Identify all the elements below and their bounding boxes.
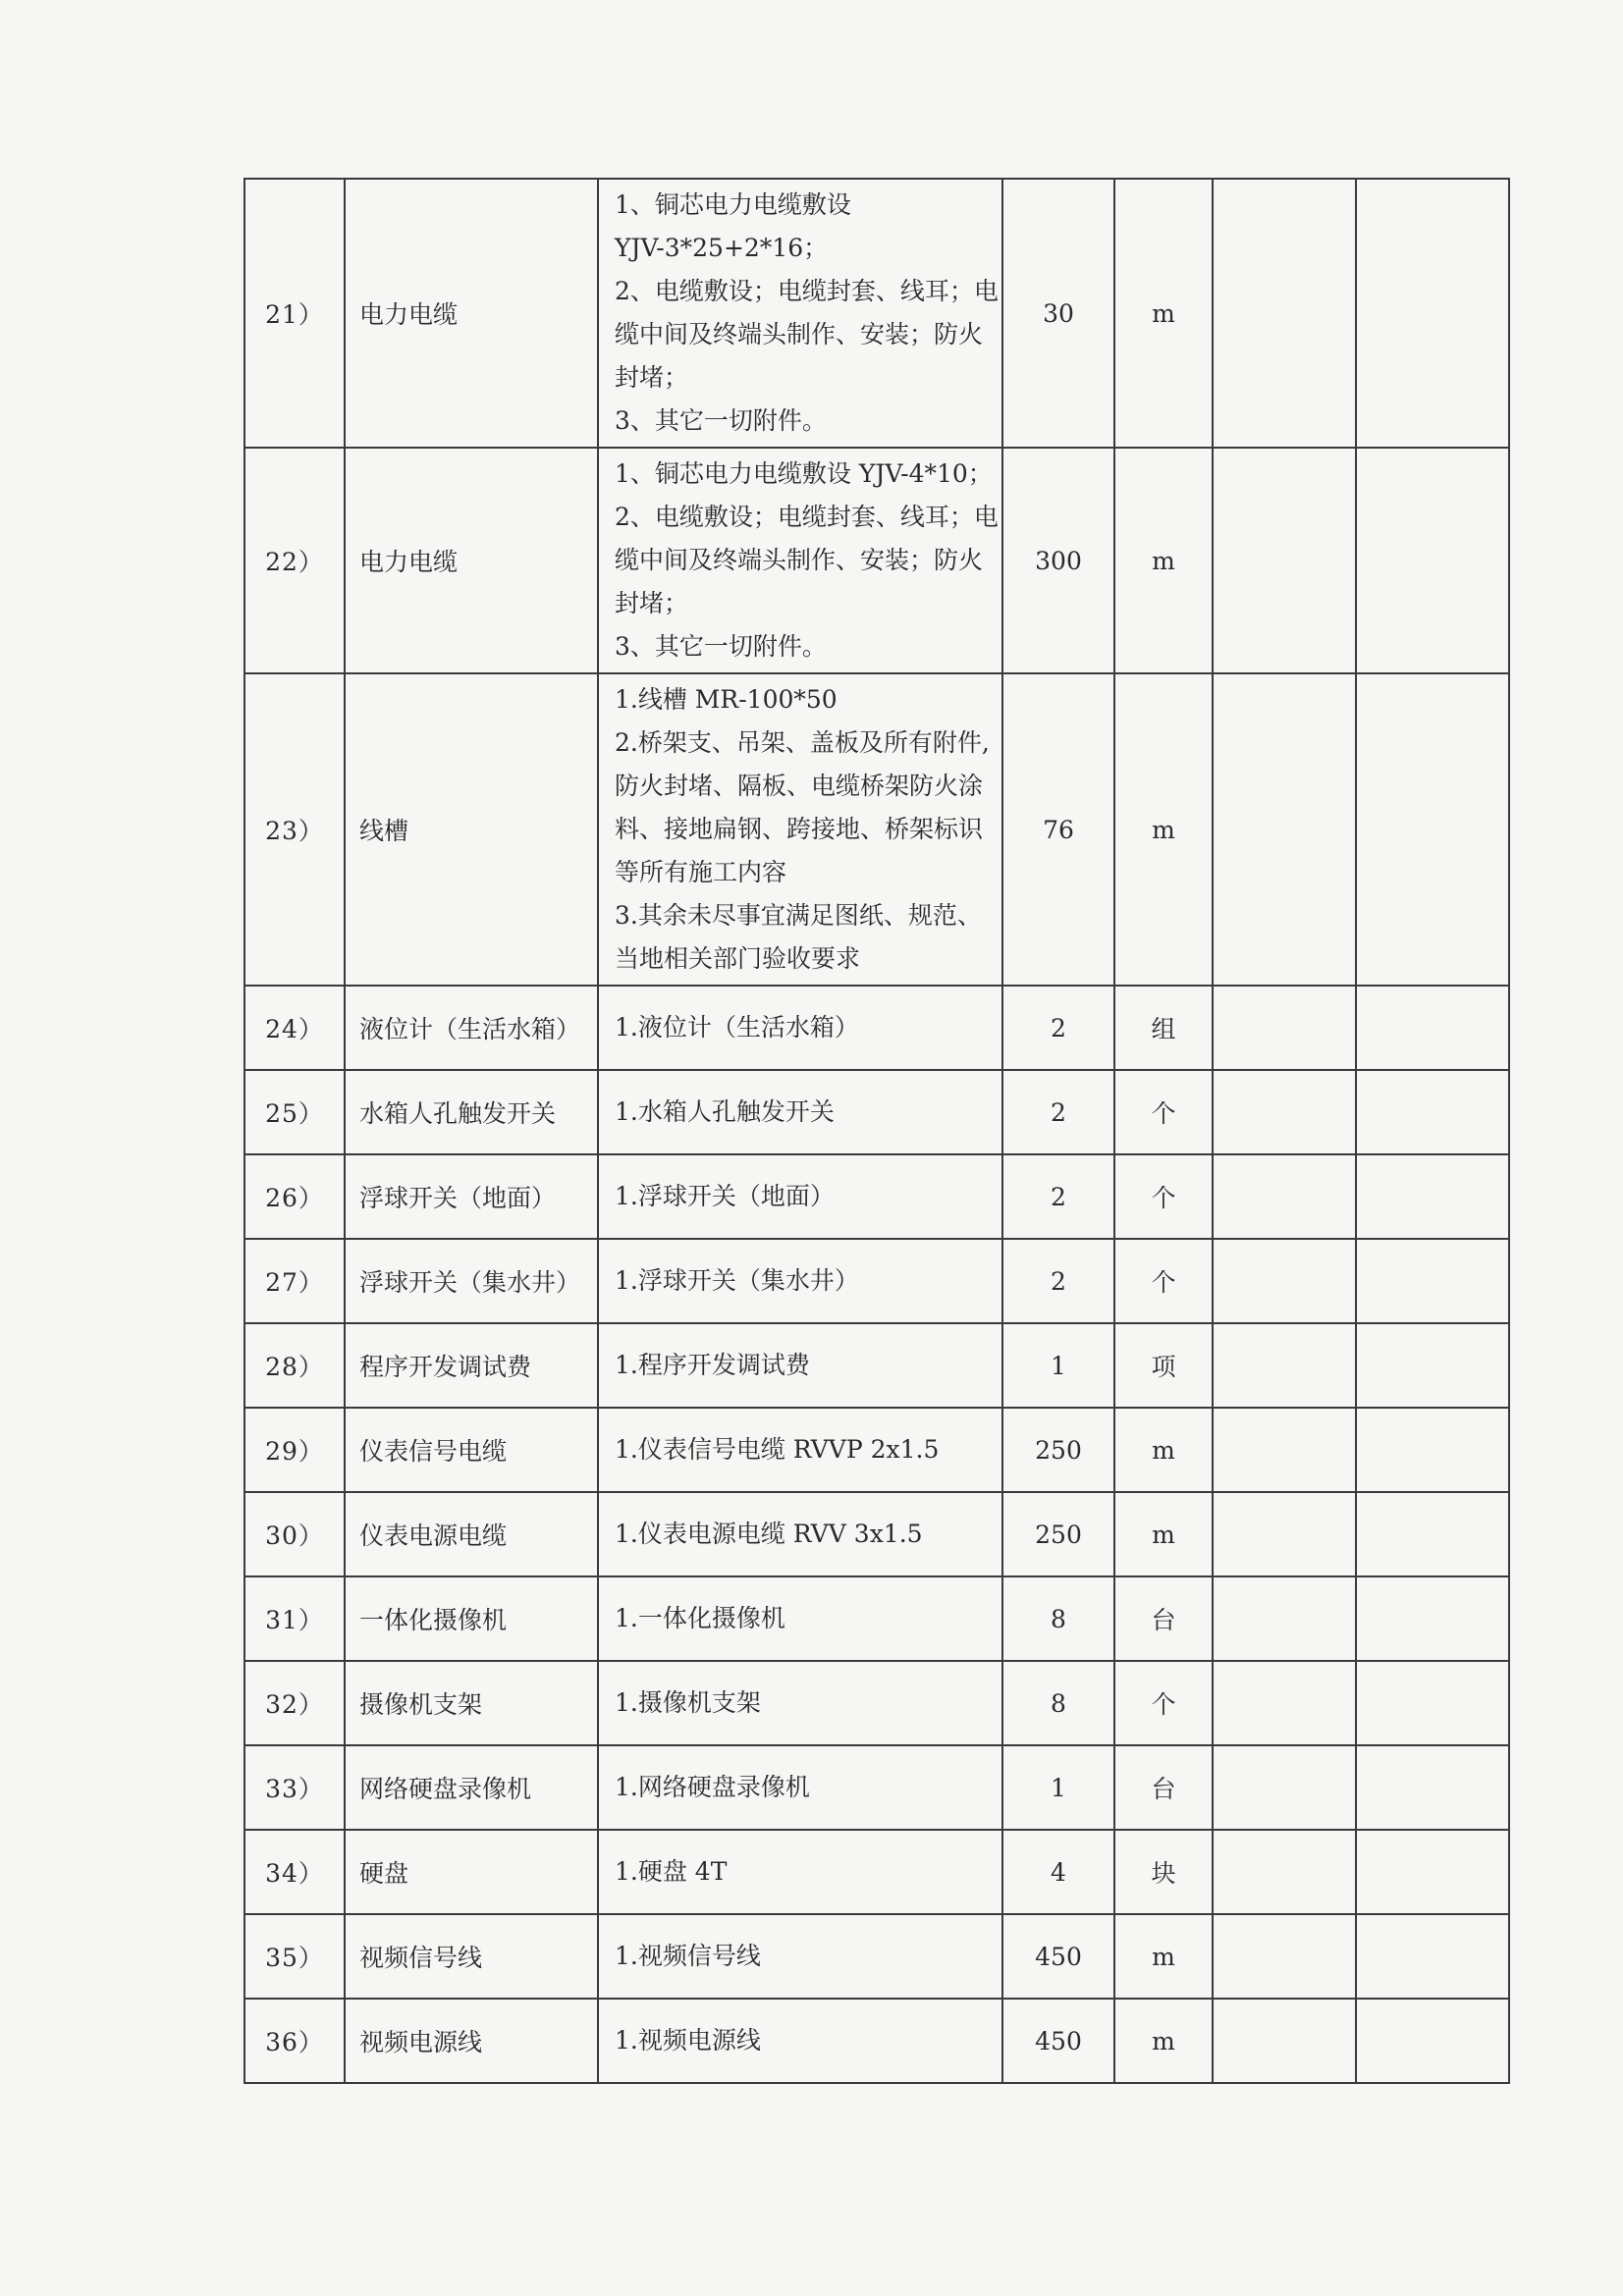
total-price-cell	[1356, 986, 1509, 1070]
quantity-cell: 2	[1002, 1239, 1114, 1323]
item-name-cell: 一体化摄像机	[345, 1576, 598, 1661]
table-row	[244, 1239, 1509, 1323]
item-name-cell: 电力电缆	[345, 448, 598, 673]
item-description-cell	[598, 448, 1002, 673]
table-row	[244, 448, 1509, 673]
quantity-cell: 2	[1002, 1070, 1114, 1154]
unit-price-cell	[1213, 986, 1356, 1070]
item-name-cell: 液位计（生活水箱）	[345, 986, 598, 1070]
description-line: 缆中间及终端头制作、安装；防火	[615, 546, 984, 574]
quantity-cell: 8	[1002, 1661, 1114, 1745]
total-price-cell	[1356, 1830, 1509, 1914]
total-price-cell	[1356, 1239, 1509, 1323]
unit-price-cell	[1213, 1661, 1356, 1745]
quantity-cell: 30	[1002, 179, 1114, 448]
description-line: 3、其它一切附件。	[615, 632, 827, 661]
description-line: 1.仪表电源电缆 RVV 3x1.5	[615, 1520, 923, 1548]
total-price-cell	[1356, 1745, 1509, 1830]
description-line: 封堵；	[615, 589, 689, 617]
item-description-cell	[598, 1661, 1002, 1745]
item-number-cell: 34）	[244, 1830, 345, 1914]
unit-price-cell	[1213, 1323, 1356, 1408]
description-line: 3.其余未尽事宜满足图纸、规范、	[615, 901, 982, 930]
item-name-cell: 仪表电源电缆	[345, 1492, 598, 1576]
unit-cell: m	[1114, 1408, 1213, 1492]
item-number-cell: 31）	[244, 1576, 345, 1661]
total-price-cell	[1356, 448, 1509, 673]
total-price-cell	[1356, 1576, 1509, 1661]
quantity-cell: 76	[1002, 673, 1114, 986]
total-price-cell	[1356, 179, 1509, 448]
description-line: 1.硬盘 4T	[615, 1857, 728, 1886]
item-description-cell	[598, 1576, 1002, 1661]
description-line: 封堵；	[615, 363, 689, 392]
unit-cell: m	[1114, 179, 1213, 448]
table-row	[244, 673, 1509, 986]
item-number-cell: 22）	[244, 448, 345, 673]
unit-cell: m	[1114, 673, 1213, 986]
item-number-cell: 21）	[244, 179, 345, 448]
table-row	[244, 1745, 1509, 1830]
description-line: 1、铜芯电力电缆敷设 YJV-4*10；	[615, 459, 993, 488]
table-row	[244, 1830, 1509, 1914]
table-row	[244, 1661, 1509, 1745]
quantity-cell: 1	[1002, 1323, 1114, 1408]
total-price-cell	[1356, 1154, 1509, 1239]
description-line: 2、电缆敷设；电缆封套、线耳；电	[615, 277, 999, 305]
unit-cell: 台	[1114, 1745, 1213, 1830]
description-line: 1.线槽 MR-100*50	[615, 685, 838, 714]
item-description-cell	[598, 1323, 1002, 1408]
quantity-cell: 4	[1002, 1830, 1114, 1914]
description-line: 1、铜芯电力电缆敷设	[615, 190, 851, 219]
description-line: 1.摄像机支架	[615, 1688, 761, 1717]
description-line: 1.液位计（生活水箱）	[615, 1013, 859, 1041]
item-number-cell: 32）	[244, 1661, 345, 1745]
unit-cell: m	[1114, 1999, 1213, 2083]
unit-cell: 个	[1114, 1154, 1213, 1239]
description-line: 1.浮球开关（地面）	[615, 1182, 835, 1210]
item-name-cell: 仪表信号电缆	[345, 1408, 598, 1492]
quantity-cell: 2	[1002, 1154, 1114, 1239]
table-row	[244, 1492, 1509, 1576]
description-line: 1.程序开发调试费	[615, 1351, 810, 1379]
total-price-cell	[1356, 1070, 1509, 1154]
unit-price-cell	[1213, 1745, 1356, 1830]
item-number-cell: 27）	[244, 1239, 345, 1323]
unit-cell: 块	[1114, 1830, 1213, 1914]
unit-price-cell	[1213, 673, 1356, 986]
description-line: 3、其它一切附件。	[615, 406, 827, 435]
description-line: 当地相关部门验收要求	[615, 944, 861, 973]
table-row	[244, 179, 1509, 448]
total-price-cell	[1356, 1914, 1509, 1999]
item-number-cell: 35）	[244, 1914, 345, 1999]
unit-price-cell	[1213, 1070, 1356, 1154]
unit-price-cell	[1213, 1830, 1356, 1914]
item-number-cell: 28）	[244, 1323, 345, 1408]
table-row	[244, 1154, 1509, 1239]
total-price-cell	[1356, 1492, 1509, 1576]
item-description-cell	[598, 673, 1002, 986]
quantity-cell: 2	[1002, 986, 1114, 1070]
table-row	[244, 986, 1509, 1070]
unit-cell: m	[1114, 1492, 1213, 1576]
unit-price-cell	[1213, 1154, 1356, 1239]
item-description-cell	[598, 179, 1002, 448]
item-number-cell: 23）	[244, 673, 345, 986]
bill-of-quantities-table	[243, 178, 1510, 2084]
table-row	[244, 1408, 1509, 1492]
table-row	[244, 1323, 1509, 1408]
item-number-cell: 25）	[244, 1070, 345, 1154]
unit-price-cell	[1213, 1914, 1356, 1999]
item-description-cell	[598, 1492, 1002, 1576]
unit-cell: m	[1114, 1914, 1213, 1999]
description-line: 1.一体化摄像机	[615, 1604, 785, 1632]
description-line: 1.视频电源线	[615, 2026, 761, 2055]
table-row	[244, 1914, 1509, 1999]
item-description-cell	[598, 1070, 1002, 1154]
item-number-cell: 24）	[244, 986, 345, 1070]
item-number-cell: 33）	[244, 1745, 345, 1830]
unit-price-cell	[1213, 179, 1356, 448]
unit-price-cell	[1213, 1408, 1356, 1492]
unit-cell: 个	[1114, 1661, 1213, 1745]
unit-cell: 组	[1114, 986, 1213, 1070]
total-price-cell	[1356, 1408, 1509, 1492]
item-name-cell: 硬盘	[345, 1830, 598, 1914]
item-name-cell: 网络硬盘录像机	[345, 1745, 598, 1830]
description-line: 2、电缆敷设；电缆封套、线耳；电	[615, 503, 999, 531]
unit-cell: m	[1114, 448, 1213, 673]
table-row	[244, 1576, 1509, 1661]
description-line: 缆中间及终端头制作、安装；防火	[615, 320, 984, 348]
description-line: 等所有施工内容	[615, 858, 787, 886]
item-name-cell: 水箱人孔触发开关	[345, 1070, 598, 1154]
description-line: 防火封堵、隔板、电缆桥架防火涂	[615, 772, 984, 800]
table-row	[244, 1999, 1509, 2083]
unit-cell: 个	[1114, 1239, 1213, 1323]
unit-cell: 台	[1114, 1576, 1213, 1661]
unit-price-cell	[1213, 1239, 1356, 1323]
item-name-cell: 浮球开关（地面）	[345, 1154, 598, 1239]
item-description-cell	[598, 986, 1002, 1070]
item-description-cell	[598, 1830, 1002, 1914]
item-name-cell: 程序开发调试费	[345, 1323, 598, 1408]
unit-price-cell	[1213, 1492, 1356, 1576]
item-description-cell	[598, 1154, 1002, 1239]
description-line: 1.浮球开关（集水井）	[615, 1266, 859, 1295]
item-description-cell	[598, 1239, 1002, 1323]
item-number-cell: 29）	[244, 1408, 345, 1492]
item-number-cell: 36）	[244, 1999, 345, 2083]
item-name-cell: 线槽	[345, 673, 598, 986]
item-description-cell	[598, 1745, 1002, 1830]
item-name-cell: 浮球开关（集水井）	[345, 1239, 598, 1323]
unit-cell: 项	[1114, 1323, 1213, 1408]
total-price-cell	[1356, 673, 1509, 986]
unit-cell: 个	[1114, 1070, 1213, 1154]
item-number-cell: 30）	[244, 1492, 345, 1576]
quantity-cell: 250	[1002, 1492, 1114, 1576]
quantity-cell: 300	[1002, 448, 1114, 673]
total-price-cell	[1356, 1999, 1509, 2083]
total-price-cell	[1356, 1661, 1509, 1745]
table-body	[244, 179, 1509, 2083]
item-name-cell: 摄像机支架	[345, 1661, 598, 1745]
description-line: 2.桥架支、吊架、盖板及所有附件,	[615, 728, 990, 757]
unit-price-cell	[1213, 448, 1356, 673]
quantity-cell: 8	[1002, 1576, 1114, 1661]
quantity-cell: 250	[1002, 1408, 1114, 1492]
description-line: YJV-3*25+2*16；	[615, 234, 829, 262]
description-line: 1.水箱人孔触发开关	[615, 1097, 835, 1126]
item-name-cell: 视频电源线	[345, 1999, 598, 2083]
table-row	[244, 1070, 1509, 1154]
description-line: 料、接地扁钢、跨接地、桥架标识	[615, 815, 984, 843]
unit-price-cell	[1213, 1576, 1356, 1661]
item-number-cell: 26）	[244, 1154, 345, 1239]
quantity-cell: 1	[1002, 1745, 1114, 1830]
unit-price-cell	[1213, 1999, 1356, 2083]
item-description-cell	[598, 1408, 1002, 1492]
quantity-cell: 450	[1002, 1999, 1114, 2083]
item-description-cell	[598, 1914, 1002, 1999]
item-description-cell	[598, 1999, 1002, 2083]
quantity-cell: 450	[1002, 1914, 1114, 1999]
total-price-cell	[1356, 1323, 1509, 1408]
description-line: 1.仪表信号电缆 RVVP 2x1.5	[615, 1435, 940, 1464]
description-line: 1.网络硬盘录像机	[615, 1773, 810, 1801]
item-name-cell: 电力电缆	[345, 179, 598, 448]
item-name-cell: 视频信号线	[345, 1914, 598, 1999]
description-line: 1.视频信号线	[615, 1942, 761, 1970]
